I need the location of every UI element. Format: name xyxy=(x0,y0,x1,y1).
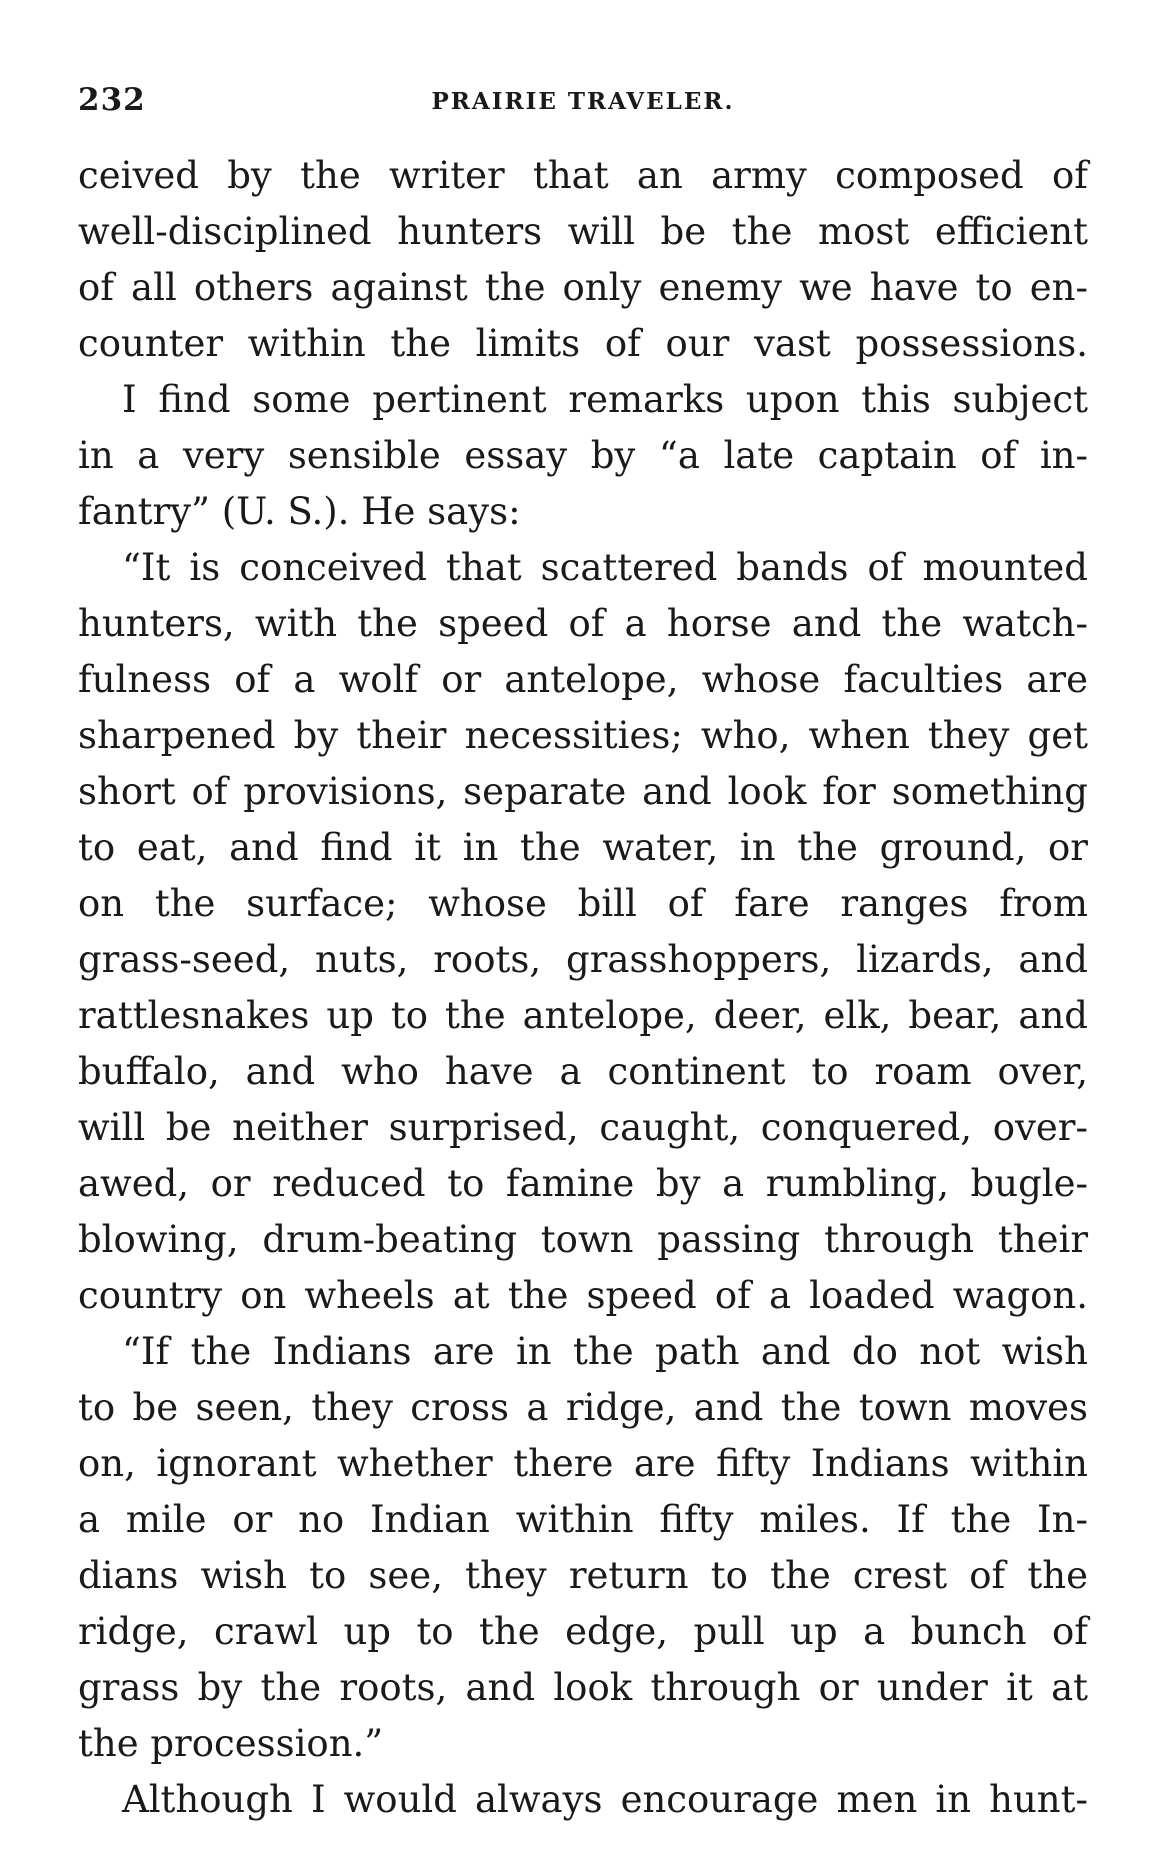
text-line: on the surface; whose bill of fare ranges from xyxy=(78,882,1088,925)
text-line: country on wheels at the speed of a loaded wagon. xyxy=(78,1274,1088,1317)
text-line: the procession.” xyxy=(78,1722,384,1765)
text-line: of all others against the only enemy we have to en- xyxy=(78,266,1088,309)
text-line: to eat, and find it in the water, in the ground, or xyxy=(78,826,1088,869)
text-line: ceived by the writer that an army composed of xyxy=(78,154,1088,197)
text-line: to be seen, they cross a ridge, and the town moves xyxy=(78,1386,1088,1429)
running-head: PRAIRIE TRAVELER. xyxy=(431,88,735,115)
text-line: short of provisions, separate and look for something xyxy=(78,770,1088,813)
text-line: in a very sensible essay by “a late captain of in- xyxy=(78,434,1088,477)
body-text xyxy=(78,148,1088,1828)
text-line: fulness of a wolf or antelope, whose faculties are xyxy=(78,658,1088,701)
text-line: on, ignorant whether there are fifty Indians within xyxy=(78,1442,1088,1485)
text-line: a mile or no Indian within fifty miles. If the In- xyxy=(78,1498,1088,1541)
text-line: I find some pertinent remarks upon this subject xyxy=(122,378,1088,421)
text-line: fantry” (U. S.). He says: xyxy=(78,490,521,533)
text-line: ridge, crawl up to the edge, pull up a bunch of xyxy=(78,1610,1088,1653)
text-line: sharpened by their necessities; who, when they get xyxy=(78,714,1088,757)
text-line: “If the Indians are in the path and do not wish xyxy=(122,1330,1088,1373)
text-line: rattlesnakes up to the antelope, deer, elk, bear, and xyxy=(78,994,1088,1037)
page-header xyxy=(78,82,1088,124)
text-line: grass by the roots, and look through or under it at xyxy=(78,1666,1088,1709)
text-line: Although I would always encourage men in hunt- xyxy=(122,1778,1088,1821)
text-line: “It is conceived that scattered bands of mounted xyxy=(122,546,1088,589)
text-line: awed, or reduced to famine by a rumbling, bugle- xyxy=(78,1162,1088,1205)
text-line: hunters, with the speed of a horse and the watch- xyxy=(78,602,1088,645)
text-line: buffalo, and who have a continent to roam over, xyxy=(78,1050,1088,1093)
text-line: counter within the limits of our vast possessions. xyxy=(78,322,1088,365)
book-page xyxy=(78,82,1088,1828)
text-line: well-disciplined hunters will be the most efficient xyxy=(78,210,1088,253)
page-number: 232 xyxy=(78,82,146,118)
text-line: will be neither surprised, caught, conquered, over- xyxy=(78,1106,1088,1149)
text-line: blowing, drum-beating town passing through their xyxy=(78,1218,1088,1261)
text-line: dians wish to see, they return to the crest of the xyxy=(78,1554,1088,1597)
text-line: grass-seed, nuts, roots, grasshoppers, lizards, and xyxy=(78,938,1088,981)
